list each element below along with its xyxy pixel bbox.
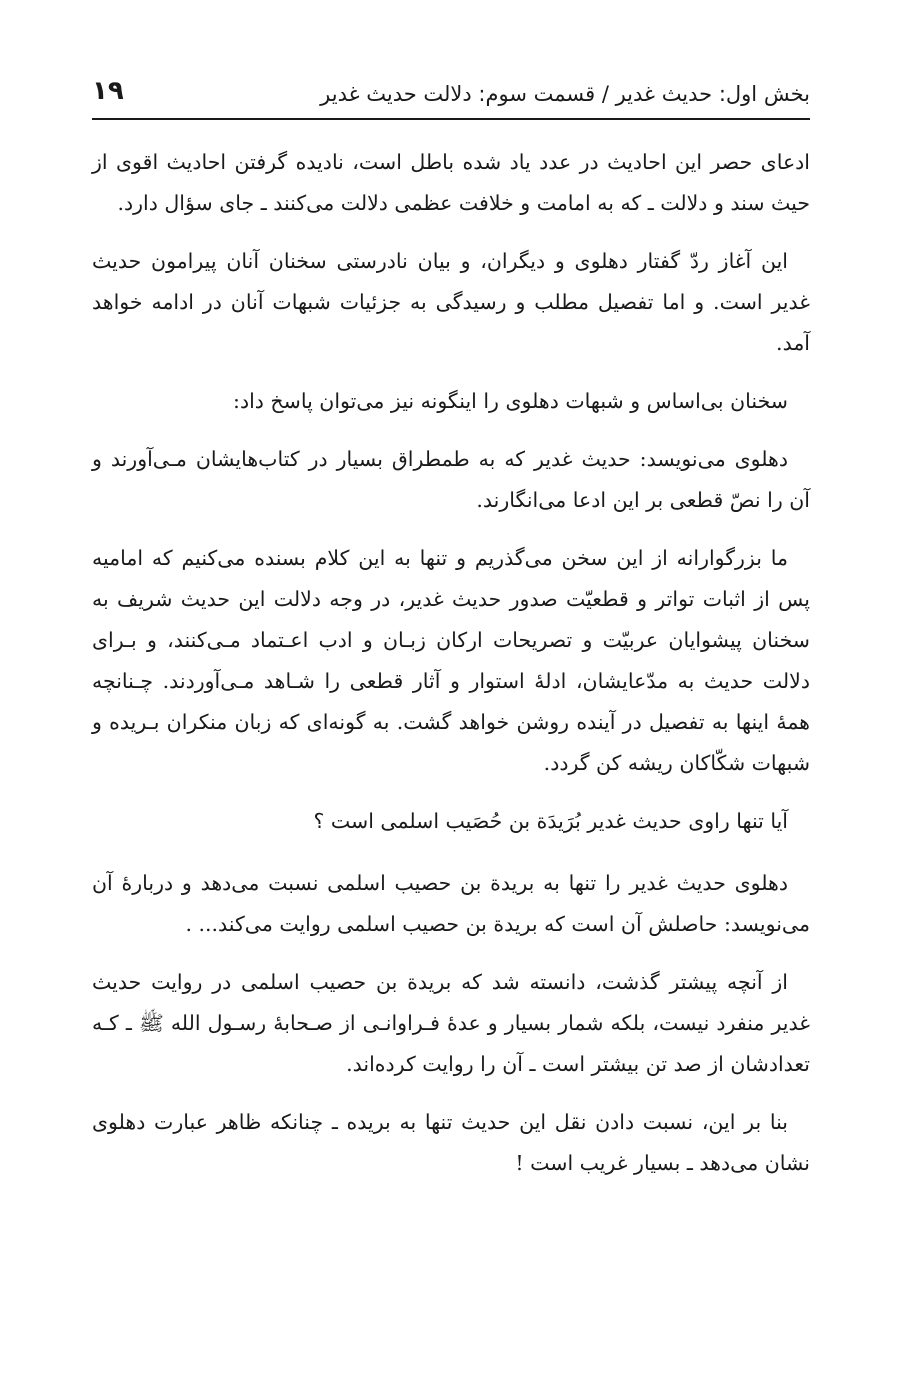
- paragraph: سخنان بی‌اساس و شبهات دهلوی را اینگونه نیز می‌توان پاسخ داد:: [233, 389, 788, 413]
- paragraph: بنا بر این، نسبت دادن نقل این حدیث تنها به بریده ـ چنانکه ظاهر عبارت دهلوی نشان می‌دهد ـ بسیار غریب است !: [92, 1110, 810, 1175]
- body-text: [92, 142, 810, 1184]
- page-number: ۱۹: [92, 76, 124, 106]
- running-header: [92, 62, 810, 120]
- paragraph: این آغاز ردّ گفتار دهلوی و دیگران، و بیان نادرستی سخنان آنان پیرامون حدیث غدیر است. و اما تفصیل مطلب و رسیدگی به جزئیات شبهات آنان در ادامه خواهد آمد.: [92, 249, 810, 355]
- header-title: بخش اول: حدیث غدیر / قسمت سوم: دلالت حدیث غدیر: [320, 82, 810, 106]
- paragraph: دهلوی می‌نویسد: حدیث غدیر که به طمطراق بسیار در کتاب‌هایشان مـی‌آورند و آن را نصّ قطعی بر این ادعا می‌انگارند.: [92, 447, 810, 512]
- section-question: آیا تنها راوی حدیث غدیر بُرَیدَة بن حُصَیب اسلمی است ؟: [313, 809, 788, 833]
- paragraph: ادعای حصر این احادیث در عدد یاد شده باطل است، نادیده گرفتن احادیث اقوی از حیث سند و دلالت ـ که به امامت و خلافت عظمی دلالت می‌کنند ـ جای سؤال دارد.: [92, 150, 810, 215]
- document-page: [92, 62, 810, 1201]
- paragraph: دهلوی حدیث غدیر را تنها به بریدة بن حصیب اسلمی نسبت می‌دهد و دربارهٔ آن می‌نویسد: حاصلش آن است که بریدة بن حصیب اسلمی روایت می‌کند... .: [92, 871, 810, 936]
- paragraph: از آنچه پیشتر گذشت، دانسته شد که بریدة بن حصیب اسلمی در روایت حدیث غدیر منفرد نیست، بلکه شمار بسیار و عدهٔ فـراوانـی از صـحابهٔ رسـول الله ﷺ ـ کـه تعدادشان از صد تن بیشتر است ـ آن را روایت کرده‌اند.: [92, 970, 810, 1076]
- paragraph: ما بزرگوارانه از این سخن می‌گذریم و تنها به این کلام بسنده می‌کنیم که امامیه پس از اثبات تواتر و قطعیّت صدور حدیث غدیر، در وجه دلالت این حدیث شریف به سخنان پیشوایان عربیّت و تصریحات ارکان زبـان و ادب اعـتماد مـی‌کنند، و بـرای دلالت حدیث به مدّعایشان، ادلهٔ استوار و آثار قطعی را شـاهد مـی‌آوردند. چـنانچه همهٔ اینها به تفصیل در آینده روشن خواهد گشت. به گونه‌ای که زبان منکران بـریده و شبهات شکّاکان ریشه کن گردد.: [92, 546, 810, 775]
